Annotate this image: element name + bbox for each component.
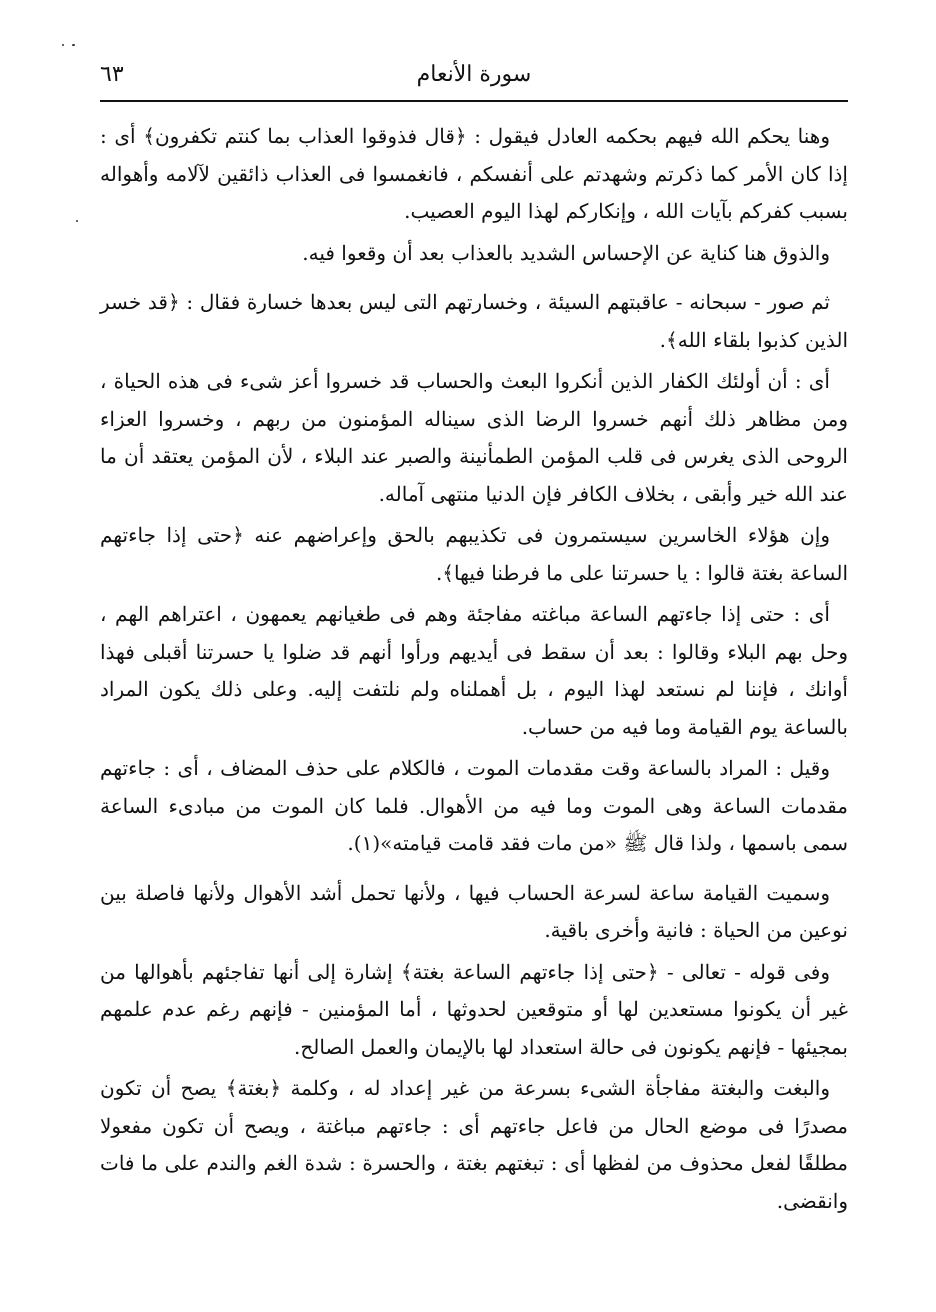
page-number: ٦٣ (100, 62, 124, 87)
paragraph: وإن هؤلاء الخاسرين سيستمرون فى تكذيبهم بالحق وإعراضهم عنه ﴿حتى إذا جاءتهم الساعة بغتة قالوا : يا حسرتنا على ما فرطنا فيها﴾. (100, 523, 848, 585)
page-header (100, 58, 848, 98)
paragraph: أى : حتى إذا جاءتهم الساعة مباغته مفاجئة وهم فى طغيانهم يعمهون ، اعتراهم الهم ، وحل بهم البلاء وقالوا : بعد أن سقط فى أيديهم ورأوا أنهم قد ضلوا يا حسرتنا أقبلى فهذا أوانك ، فإننا لم نستعد لهذا اليوم ، بل أهملناه ولم نلتفت إليه. وعلى ذلك يكون المراد بالساعة يوم القيامة وما فيه من حساب. (100, 602, 848, 739)
paragraph: وقيل : المراد بالساعة وقت مقدمات الموت ، فالكلام على حذف المضاف ، أى : جاءتهم مقدمات الساعة وهى الموت وما فيه من الأهوال. فلما كان الموت من مبادىء الساعة سمى باسمها ، ولذا قال ﷺ «من مات فقد قامت قيامته»(١). (100, 756, 848, 855)
paragraph: وفى قوله - تعالى - ﴿حتى إذا جاءتهم الساعة بغتة﴾ إشارة إلى أنها تفاجئهم بأهوالها من غير أن يكونوا مستعدين لها أو متوقعين لحدوثها ، أما المؤمنين - فإنهم رغم عدم علمهم بمجيئها - فإنهم يكونون فى حالة استعداد لها بالإيمان والعمل الصالح. (100, 959, 848, 1059)
scan-speck (62, 44, 64, 46)
surah-title: سورة الأنعام (416, 62, 532, 87)
paragraph: ثم صور - سبحانه - عاقبتهم السيئة ، وخسارتهم التى ليس بعدها خسارة فقال : ﴿قد خسر الذين كذبوا بلقاء الله﴾. (100, 290, 848, 352)
paragraph: والبغت والبغتة مفاجأة الشىء بسرعة من غير إعداد له ، وكلمة ﴿بغتة﴾ يصح أن تكون مصدرًا فى موضع الحال من فاعل جاءتهم أى : جاءتهم مباغتة ، ويصح أن تكون مفعولا مطلقًا لفعل محذوف من لفظها أى : تبغتهم بغتة ، والحسرة : شدة الغم والندم على ما فات وانقضى. (100, 1076, 848, 1213)
paragraph: وسميت القيامة ساعة لسرعة الحساب فيها ، ولأنها تحمل أشد الأهوال ولأنها فاصلة بين نوعين من الحياة : فانية وأخرى باقية. (100, 880, 848, 942)
scan-speck (72, 44, 75, 46)
scan-speck (76, 220, 78, 222)
page-body (100, 118, 848, 1224)
paragraph: وهنا يحكم الله فيهم بحكمه العادل فيقول : ﴿قال فذوقوا العذاب بما كنتم تكفرون﴾ أى : إذا كان الأمر كما ذكرتم وشهدتم على أنفسكم ، فانغمسوا فى العذاب ذائقين لآلامه وأهواله بسبب كفركم بآيات الله ، وإنكاركم لهذا اليوم العصيب. (100, 124, 848, 223)
paragraph: والذوق هنا كناية عن الإحساس الشديد بالعذاب بعد أن وقعوا فيه. (302, 240, 830, 265)
header-divider (100, 100, 848, 102)
paragraph: أى : أن أولئك الكفار الذين أنكروا البعث والحساب قد خسروا أعز شىء فى هذه الحياة ، ومن مظاهر ذلك أنهم خسروا الرضا الذى سيناله المؤمنون من ربهم ، وخسروا العزاء الروحى الذى يغرس فى قلب المؤمن الطمأنينة والصبر عند البلاء ، لأن المؤمن يعتقد أن ما عند الله خير وأبقى ، بخلاف الكافر فإن الدنيا منتهى آماله. (100, 369, 848, 506)
